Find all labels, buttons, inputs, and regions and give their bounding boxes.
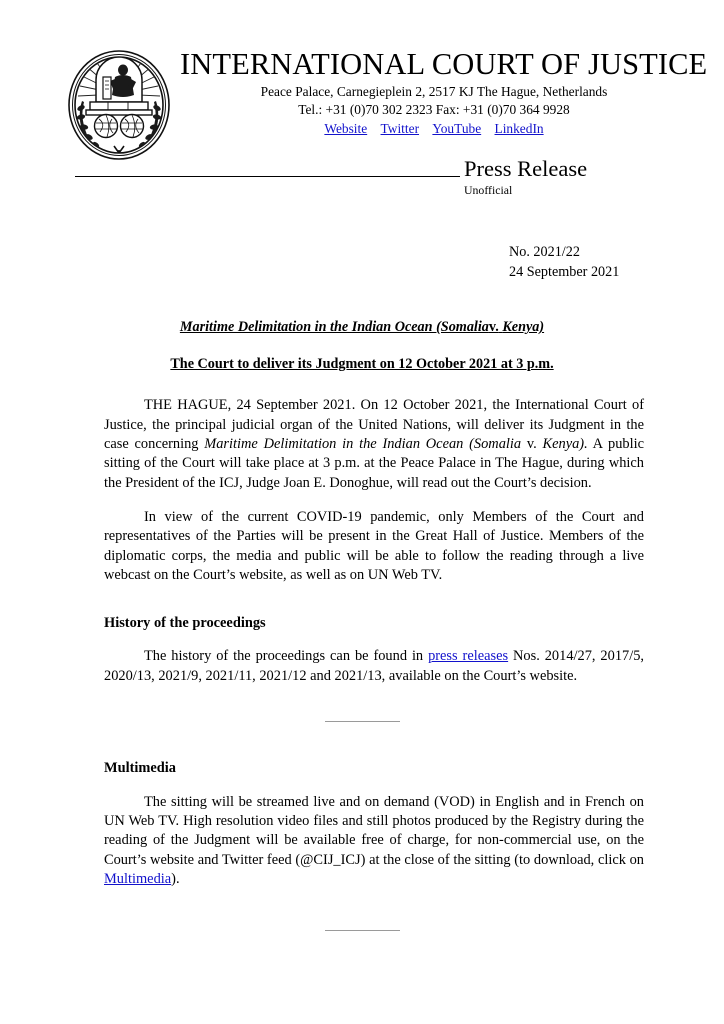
press-release-label: Press Release [464, 156, 588, 182]
organization-title: INTERNATIONAL COURT OF JUSTICE [180, 47, 708, 81]
press-releases-link[interactable]: press releases [428, 648, 509, 665]
multimedia-section [104, 759, 644, 890]
history-text-after: Nos. 2014/27, 2017/5, 2020/13, 2021/9, 2021/11, 2021/12 and 2021/13, available on the Court’s website. [104, 648, 644, 684]
document-meta [509, 243, 724, 282]
para1-case-prefix: Maritime Delimitation in the Indian Ocean (Somalia [204, 435, 527, 452]
para1-segment-2: A public sitting of the Court will take place at 3 p.m. at the Peace Palace in The Hague, during which the President of the ICJ, Judge Joan E. Donoghue, will read out the Court’s decision. [104, 435, 644, 491]
contact-line: Tel.: +31 (0)70 302 2323 Fax: +31 (0)70 364 9928 [298, 102, 570, 118]
multimedia-link[interactable]: Multimedia [104, 871, 172, 888]
social-links [180, 120, 688, 138]
document-date: 24 September 2021 [509, 263, 620, 280]
case-title [0, 318, 724, 336]
para1-case-versus: v. [526, 435, 537, 452]
website-link[interactable]: Website [324, 120, 368, 136]
history-heading: History of the proceedings [104, 614, 266, 631]
youtube-link[interactable]: YouTube [432, 120, 482, 136]
case-title-prefix: Maritime Delimitation in the Indian Ocean (Somalia [179, 319, 489, 336]
paragraph-covid: In view of the current COVID-19 pandemic, only Members of the Court and representatives of the Parties will be present in the Great Hall of Justice. Members of the diplomatic corps, the media and public will be able to follow the reading through a live webcast on the Court’s website, as well as on UN Web TV. [104, 509, 644, 584]
press-release-banner [0, 156, 724, 202]
multimedia-text-before: The sitting will be streamed live and on demand (VOD) in English and in French on UN Web TV. High resolution video files and still photos produced by the Registry during the reading of the Judgment will be available free of charge, for non-commercial use, on the Court’s website and Twitter feed (@CIJ_ICJ) at the close of the sitting (to download, click on [104, 793, 644, 868]
section-divider-2 [325, 930, 400, 931]
address-line: Peace Palace, Carnegieplein 2, 2517 KJ The Hague, Netherlands [260, 84, 608, 100]
para1-segment-1: THE HAGUE, 24 September 2021. On 12 October 2021, the International Court of Justice, the principal judicial organ of the United Nations, will deliver its Judgment in the case concerning [104, 397, 644, 452]
paragraph-history [104, 647, 644, 686]
subject-title: The Court to deliver its Judgment on 12 October 2021 at 3 p.m. [170, 355, 554, 372]
linkedin-link[interactable]: LinkedIn [494, 120, 544, 136]
history-text-before: The history of the proceedings can be found in [144, 648, 429, 665]
document-number: No. 2021/22 [509, 244, 580, 261]
twitter-link[interactable]: Twitter [380, 120, 420, 136]
multimedia-heading: Multimedia [104, 760, 176, 777]
unofficial-label: Unofficial [464, 183, 513, 198]
masthead [180, 47, 708, 138]
paragraph-multimedia [104, 793, 644, 890]
letterhead [0, 0, 724, 138]
para1-case-suffix: Kenya). [536, 435, 588, 452]
multimedia-text-after: ). [171, 871, 180, 888]
paragraph-announcement [104, 396, 644, 493]
icj-seal-icon [66, 50, 172, 160]
case-title-suffix: Kenya) [502, 319, 545, 336]
section-divider-1 [325, 721, 400, 722]
body-content [104, 396, 644, 686]
header-divider-rule [75, 176, 460, 177]
case-title-versus: v. [488, 319, 499, 336]
